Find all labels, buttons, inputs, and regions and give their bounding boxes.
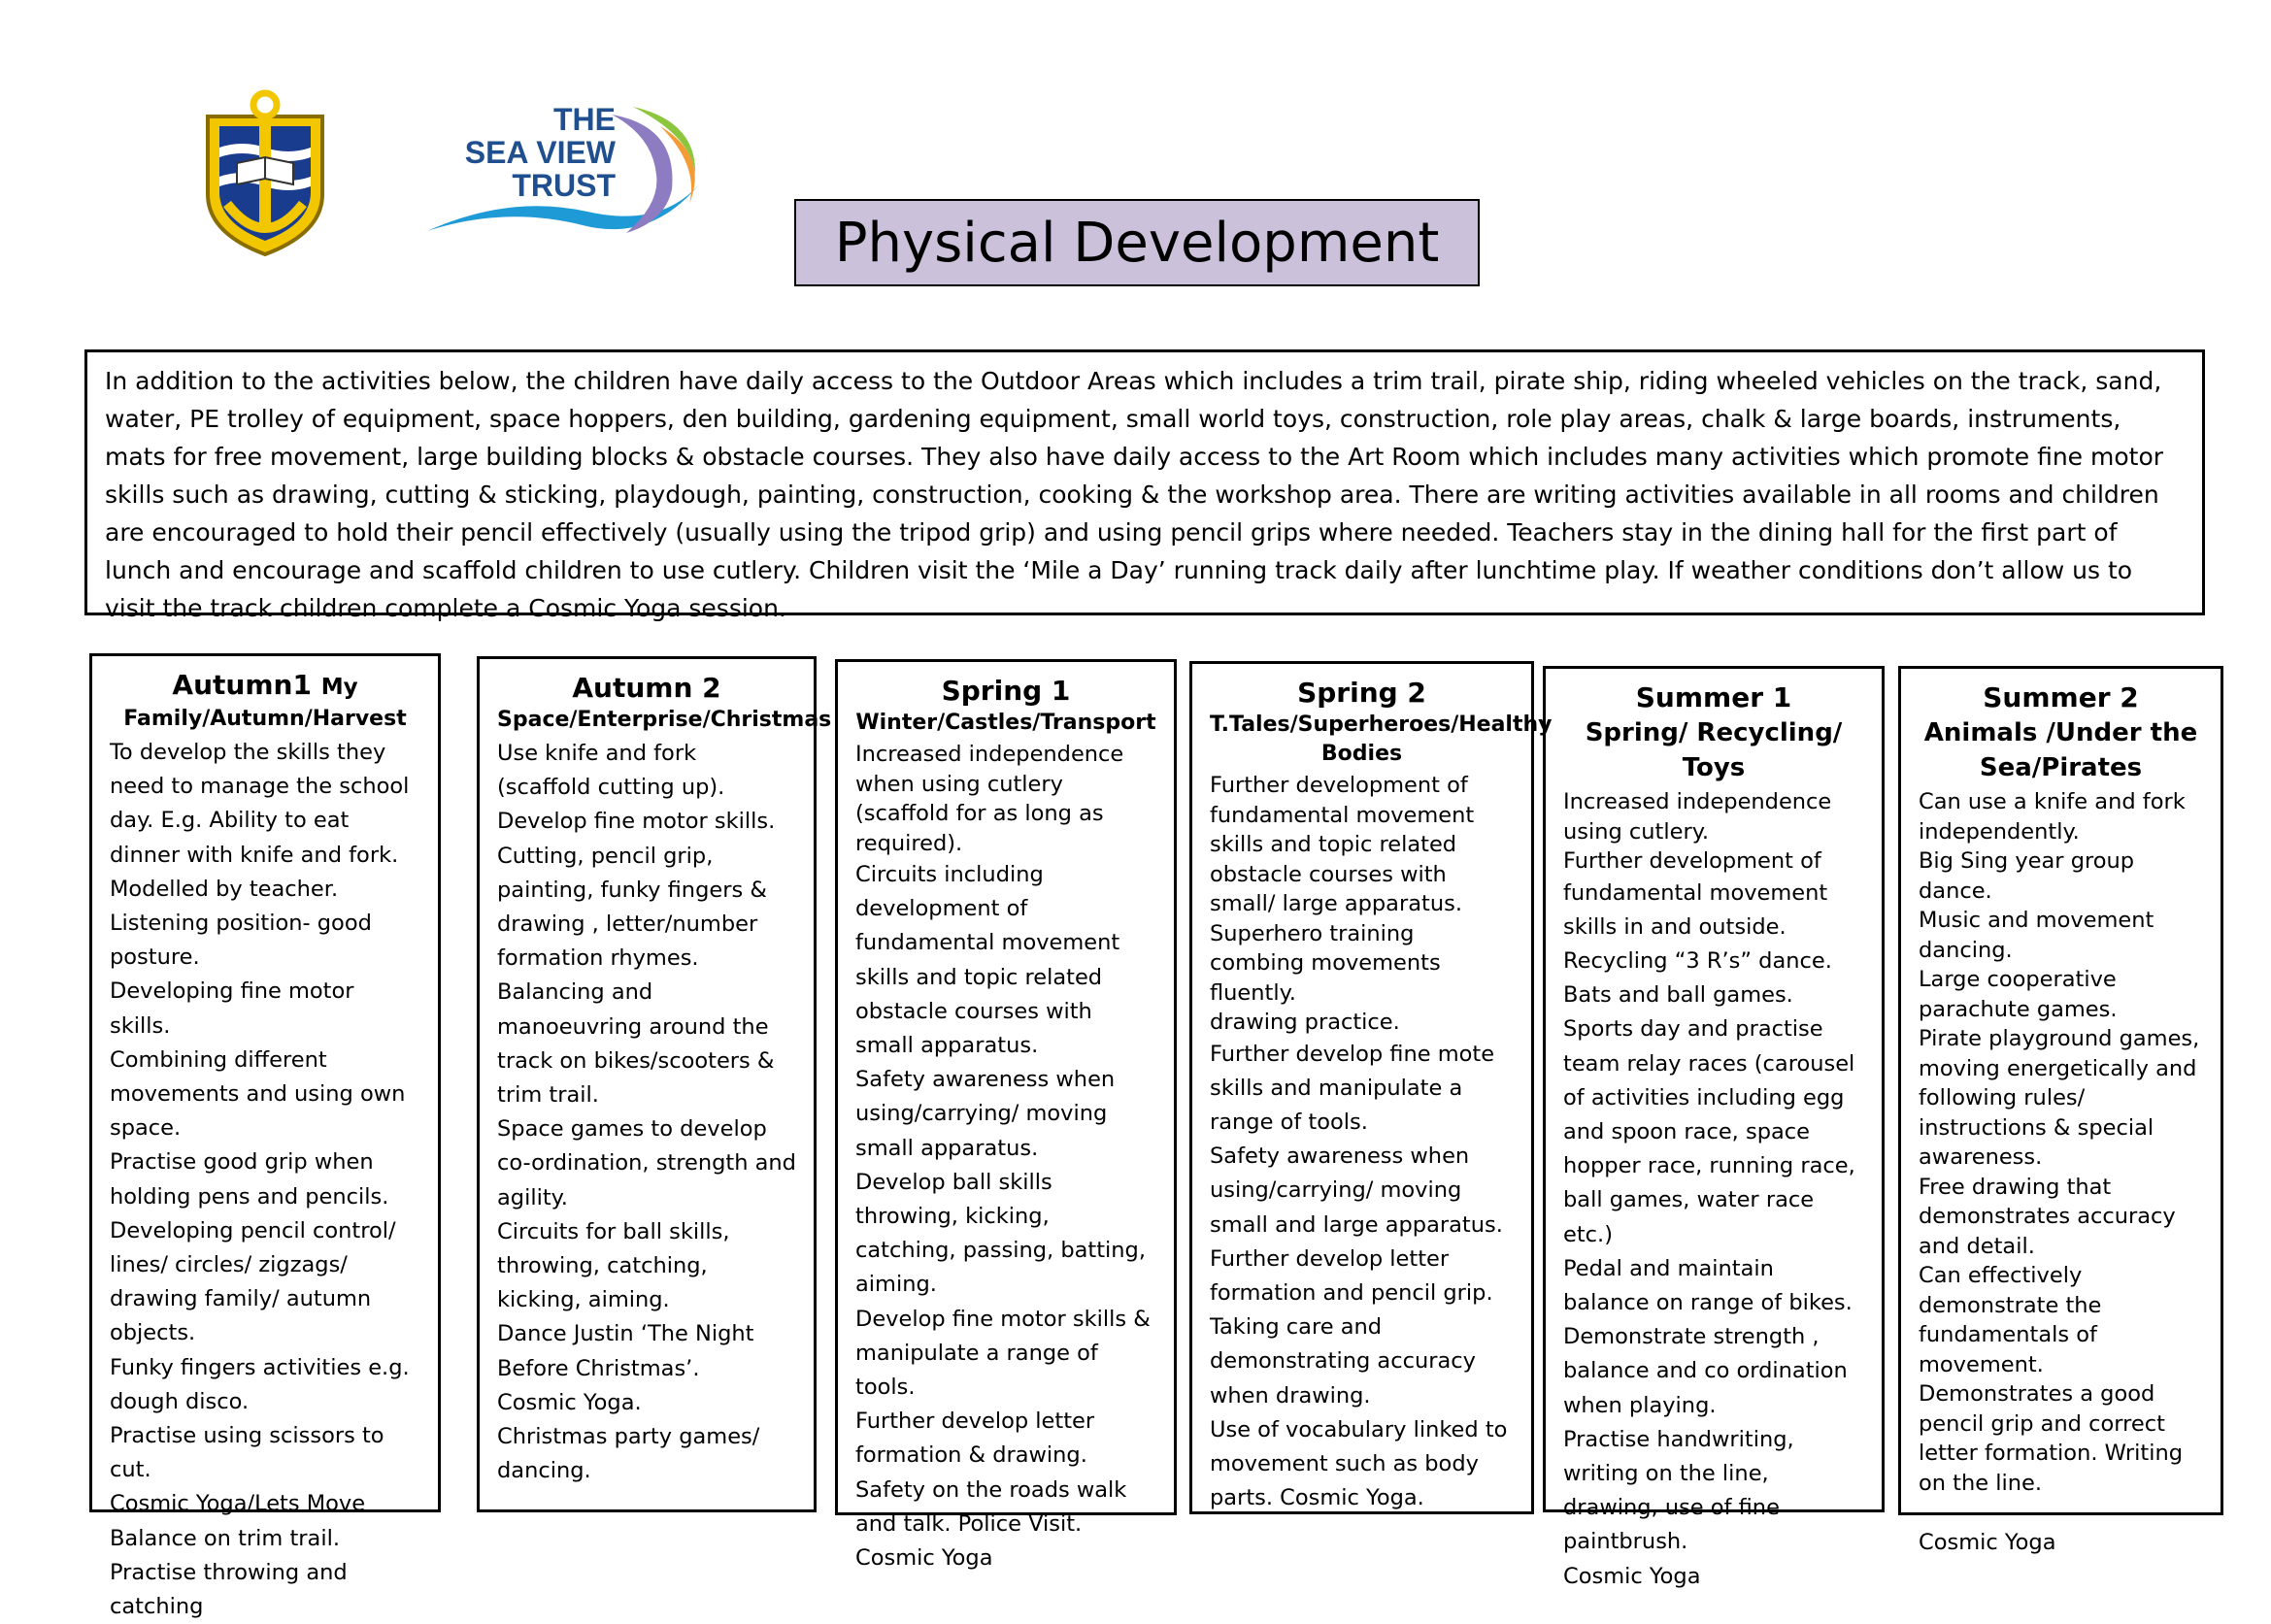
term-item: Large cooperative parachute games. bbox=[1919, 967, 2118, 1022]
term-item: Safety awareness when using/carrying/ moving small and large apparatus. bbox=[1210, 1143, 1503, 1238]
term-item: drawing practice. bbox=[1210, 1010, 1400, 1035]
term-item: Use knife and fork (scaffold cutting up). bbox=[497, 741, 725, 801]
term-item: Funky fingers activities e.g. dough disco. bbox=[110, 1354, 410, 1414]
term-items-compact bbox=[1563, 787, 1864, 877]
term-items bbox=[1563, 877, 1864, 1594]
term-item: Cosmic Yoga. bbox=[497, 1389, 642, 1415]
term-box-summer1 bbox=[1543, 666, 1885, 1589]
term-title: Spring 1 bbox=[941, 675, 1071, 707]
term-item: Further develop fine mote skills and manipulate a range of tools. bbox=[1210, 1041, 1495, 1135]
term-title: Autumn1 My bbox=[172, 669, 358, 701]
term-item: Circuits including development of fundamental movement skills and topic related obstacle courses with small apparatus. bbox=[855, 862, 1120, 1059]
term-item: Demonstrate strength , balance and co ordination when playing. bbox=[1563, 1324, 1848, 1418]
term-item: Practise throwing and catching bbox=[110, 1559, 348, 1620]
term-item: Further development of bbox=[1563, 848, 1821, 874]
term-subtitle: Animals /Under the Sea/Pirates bbox=[1923, 718, 2198, 782]
term-item: Circuits for ball skills, throwing, catching, kicking, aiming. bbox=[497, 1218, 730, 1313]
term-subtitle: Winter/Castles/Transport bbox=[855, 711, 1156, 735]
intro-paragraph: In addition to the activities below, the children have daily access to the Outdoor Areas which includes a trim trail, pirate ship, riding wheeled vehicles on the track, sand, water, PE trolley of equipment, space hoppers, den building, gardening equipment, small world toys, construction, role play areas, chalk & large boards, instruments, mats for free movement, large building blocks & obstacle courses. They also have daily access to the Art Room which includes many activities which promote fine motor skills such as drawing, cutting & sticking, playdough, painting, construction, cooking & the workshop area. There are writing activities available in all rooms and children are encouraged to hold their pencil effectively (usually using the tripod grip) and using pencil grips where needed. Teachers stay in the dining hall for the first part of lunch and encourage and scaffold children to use cutlery. Children visit the ‘Mile a Day’ running track daily after lunchtime play. If weather conditions don’t allow us to visit the track children complete a Cosmic Yoga session. bbox=[84, 349, 2205, 615]
term-item: Can use a knife and fork independently. bbox=[1919, 789, 2186, 845]
term-item: Developing fine motor skills. bbox=[110, 978, 354, 1039]
term-item: Use of vocabulary linked to movement such as body parts. Cosmic Yoga. bbox=[1210, 1416, 1508, 1511]
term-item: Practise handwriting, writing on the line, drawing, use of fine paintbrush. bbox=[1563, 1426, 1794, 1555]
school-crest-logo bbox=[198, 87, 332, 260]
term-item: Pedal and maintain balance on range of bikes. bbox=[1563, 1255, 1853, 1315]
term-item: Further develop letter formation and pencil grip. bbox=[1210, 1245, 1493, 1306]
term-item: Develop ball skills throwing, kicking, catching, passing, batting, aiming. bbox=[855, 1169, 1146, 1298]
term-item: Music and movement dancing. bbox=[1919, 908, 2154, 963]
term-item: Demonstrates a good pencil grip and correct letter formation. Writing on the line. bbox=[1919, 1381, 2183, 1496]
term-item: fundamental movement skills in and outside. bbox=[1563, 879, 1828, 940]
term-item: Sports day and practise team relay races (carousel of activities including egg and spoon race, space hopper race, running race, ball games, water race etc.) bbox=[1563, 1016, 1855, 1247]
term-item: Cutting, pencil grip, painting, funky fingers & drawing , letter/number formation rhymes. bbox=[497, 843, 767, 972]
term-item: Safety awareness when using/carrying/ moving small apparatus. bbox=[855, 1067, 1116, 1161]
term-items bbox=[855, 858, 1156, 1575]
term-subtitle: Family/Autumn/Harvest bbox=[123, 707, 407, 731]
term-box-summer2 bbox=[1898, 666, 2223, 1555]
term-item: Practise good grip when holding pens and pencils. bbox=[110, 1149, 389, 1210]
term-item: Further development of fundamental movement skills and topic related obstacle courses with small/ large apparatus. bbox=[1210, 773, 1475, 916]
term-item: Superhero training combing movements fluently. bbox=[1210, 920, 1441, 1006]
term-box-autumn1 bbox=[89, 653, 441, 1620]
term-item: Space games to develop co-ordination, strength and agility. bbox=[497, 1116, 796, 1210]
trust-name-line-1: THE bbox=[553, 102, 616, 137]
term-title: Autumn 2 bbox=[572, 672, 721, 704]
term-item: To develop the skills they need to manage the school day. E.g. Ability to eat dinner with knife and fork. Modelled by teacher. bbox=[110, 740, 410, 902]
term-subtitle: T.Tales/Superheroes/Healthy Bodies bbox=[1210, 713, 1553, 766]
term-subtitle: Space/Enterprise/Christmas bbox=[497, 708, 832, 732]
term-item: Balancing and manoeuvring around the track on bikes/scooters & trim trail. bbox=[497, 979, 775, 1109]
term-item: Practise using scissors to cut. bbox=[110, 1423, 384, 1483]
term-item: Taking care and demonstrating accuracy when drawing. bbox=[1210, 1314, 1476, 1409]
trust-name-line-2: SEA VIEW bbox=[464, 135, 616, 170]
term-item: Developing pencil control/ lines/ circles/ zigzags/ drawing family/ autumn objects. bbox=[110, 1217, 396, 1346]
term-item: Combining different movements and using own space. bbox=[110, 1046, 406, 1142]
term-box-spring2 bbox=[1189, 661, 1553, 1514]
term-item: Cosmic Yoga/Lets Move bbox=[110, 1491, 366, 1517]
term-item: Increased independence using cutlery. bbox=[1563, 789, 1832, 845]
term-item: Pirate playground games, moving energetically and following rules/ instructions & special awareness. bbox=[1919, 1026, 2200, 1170]
term-items bbox=[497, 737, 796, 1488]
term-subtitle: Spring/ Recycling/ Toys bbox=[1585, 718, 1843, 782]
term-item: Free drawing that demonstrates accuracy and detail. bbox=[1919, 1174, 2176, 1259]
term-box-spring1 bbox=[835, 659, 1177, 1572]
term-item: Recycling “3 R’s” dance. bbox=[1563, 947, 1832, 974]
term-item bbox=[1919, 1498, 2203, 1528]
trust-name-line-3: TRUST bbox=[512, 168, 616, 203]
term-title: Summer 1 bbox=[1635, 681, 1792, 713]
term-item: Develop fine motor skills. bbox=[497, 809, 776, 835]
term-item: Further develop letter formation & drawing. bbox=[855, 1409, 1095, 1469]
term-item: Bats and ball games. bbox=[1563, 982, 1793, 1009]
term-item: Dance Justin ‘The Night Before Christmas’. bbox=[497, 1321, 754, 1381]
term-items-compact bbox=[1919, 787, 2203, 1557]
term-items-compact bbox=[855, 740, 1156, 858]
term-item: Listening position- good posture. bbox=[110, 911, 372, 971]
term-item: Cosmic Yoga bbox=[1919, 1529, 2056, 1555]
term-item: Develop fine motor skills & manipulate a range of tools. bbox=[855, 1306, 1151, 1401]
term-item: Increased independence when using cutlery (scaffold for as long as required). bbox=[855, 742, 1124, 856]
term-items bbox=[110, 736, 420, 1624]
term-item: Safety on the roads walk and talk. Police Visit. bbox=[855, 1476, 1127, 1537]
term-items-compact bbox=[1210, 771, 1514, 1038]
sea-view-trust-logo bbox=[417, 97, 709, 243]
term-items bbox=[1210, 1038, 1514, 1516]
term-item: Cosmic Yoga bbox=[855, 1545, 993, 1572]
term-item: Can effectively demonstrate the fundamentals of movement. bbox=[1919, 1263, 2102, 1377]
term-box-autumn2 bbox=[477, 656, 832, 1512]
term-item: Cosmic Yoga bbox=[1563, 1563, 1701, 1589]
term-title: Summer 2 bbox=[1983, 681, 2139, 713]
term-item: Big Sing year group dance. bbox=[1919, 848, 2135, 904]
term-title: Spring 2 bbox=[1297, 677, 1426, 709]
page-title: Physical Development bbox=[794, 199, 1480, 286]
term-item: Christmas party games/ dancing. bbox=[497, 1424, 760, 1484]
term-item: Balance on trim trail. bbox=[110, 1525, 340, 1551]
